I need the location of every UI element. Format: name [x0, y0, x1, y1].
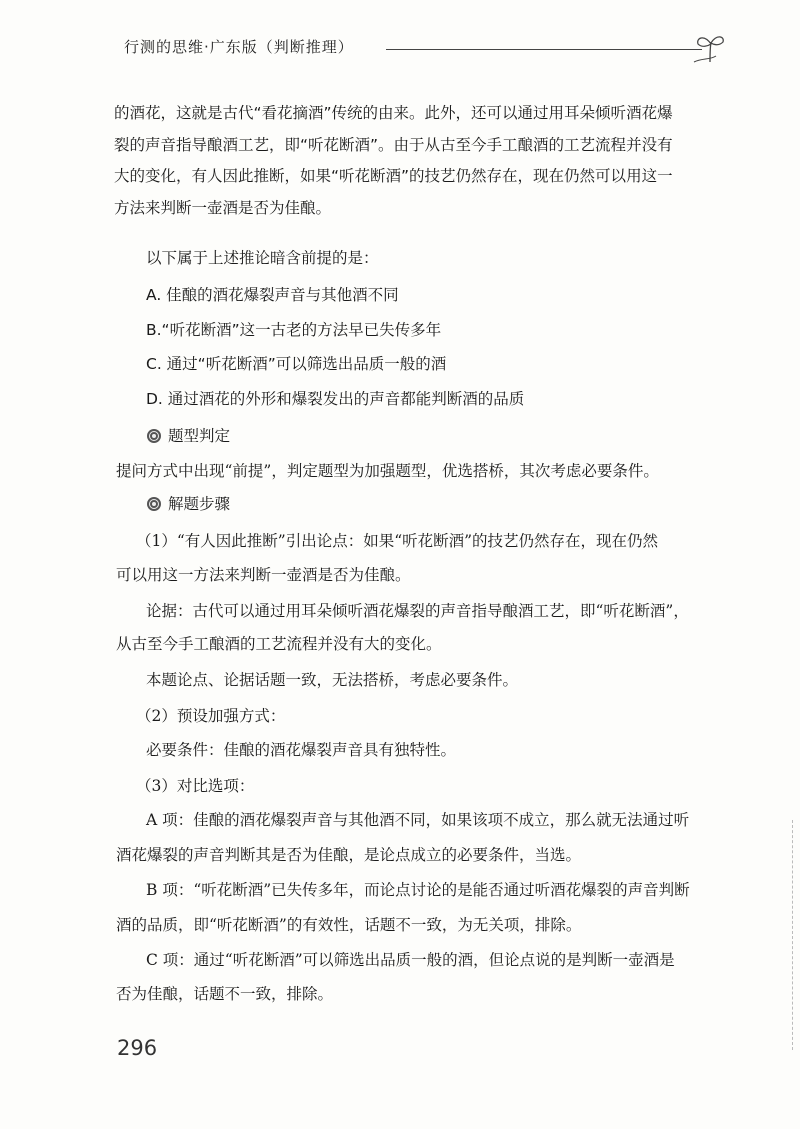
stem-line: 方法来判断一壶酒是否为佳酿。: [114, 198, 332, 217]
page-edge-mark: [792, 820, 794, 1050]
sprout-icon: [690, 28, 730, 68]
option-a-analysis-2: 酒花爆裂的声音判断其是否为佳酿，是论点成立的必要条件，当选。: [116, 846, 582, 864]
step2-line: （2）预设加强方式：: [136, 707, 286, 725]
option-a-analysis-1: A 项：佳酿的酒花爆裂声音与其他酒不同，如果该项不成立，那么就无法通过听: [146, 811, 690, 829]
stem-line: 的酒花，这就是古代“看花摘酒”传统的由来。此外，还可以通过用耳朵倾听酒花爆: [114, 104, 673, 122]
option-c: C. 通过“听花断酒”可以筛选出品质一般的酒: [146, 355, 447, 373]
page-number: 296: [117, 1036, 158, 1060]
type-text: 提问方式中出现“前提”，判定题型为加强题型，优选搭桥，其次考虑必要条件。: [116, 462, 659, 480]
option-b-analysis-2: 酒的品质，即“听花断酒”的有效性，话题不一致，为无关项，排除。: [116, 916, 582, 934]
basis-line2: 从古至今手工酿酒的工艺流程并没有大的变化。: [116, 635, 442, 653]
option-c-analysis-1: C 项：通过“听花断酒”可以筛选出品质一般的酒，但论点说的是判断一壶酒是: [146, 951, 675, 969]
header-rule: [386, 49, 702, 50]
step1-line2: 可以用这一方法来判断一壶酒是否为佳酿。: [116, 566, 411, 584]
option-c-analysis-2: 否为佳酿，话题不一致，排除。: [116, 985, 334, 1003]
option-a: A. 佳酿的酒花爆裂声音与其他酒不同: [146, 286, 399, 304]
type-heading: [146, 424, 230, 446]
running-header: [124, 36, 716, 66]
medal-icon: [146, 428, 162, 444]
step1-line1: （1）“有人因此推断”引出论点：如果“听花断酒”的技艺仍然存在，现在仍然: [136, 532, 659, 550]
medal-icon: [146, 496, 162, 512]
option-b-analysis-1: B 项：“听花断酒”已失传多年，而论点讨论的是能否通过听酒花爆裂的声音判断: [146, 881, 690, 899]
steps-heading: [146, 492, 230, 514]
step3-line: （3）对比选项：: [136, 777, 255, 795]
type-heading-text: 题型判定: [168, 427, 231, 445]
book-title: 行测的思维·广东版（判断推理）: [124, 38, 354, 56]
stem-line: 大的变化，有人因此推断，如果“听花断酒”的技艺仍然存在，现在仍然可以用这一: [114, 167, 673, 185]
consistency-line: 本题论点、论据话题一致，无法搭桥，考虑必要条件。: [146, 671, 519, 689]
necessary-line: 必要条件：佳酿的酒花爆裂声音具有独特性。: [146, 741, 457, 759]
steps-heading-text: 解题步骤: [168, 495, 231, 513]
basis-line1: 论据：古代可以通过用耳朵倾听酒花爆裂的声音指导酿酒工艺，即“听花断酒”，: [146, 602, 689, 620]
stem-line: 裂的声音指导酿酒工艺，即“听花断酒”。由于从古至今手工酿酒的工艺流程并没有: [114, 135, 673, 154]
option-d: D. 通过酒花的外形和爆裂发出的声音都能判断酒的品质: [146, 390, 525, 408]
question-prompt: 以下属于上述推论暗含前提的是：: [146, 249, 379, 267]
question-stem: [114, 98, 710, 224]
option-b: B.“听花断酒”这一古老的方法早已失传多年: [146, 321, 442, 339]
